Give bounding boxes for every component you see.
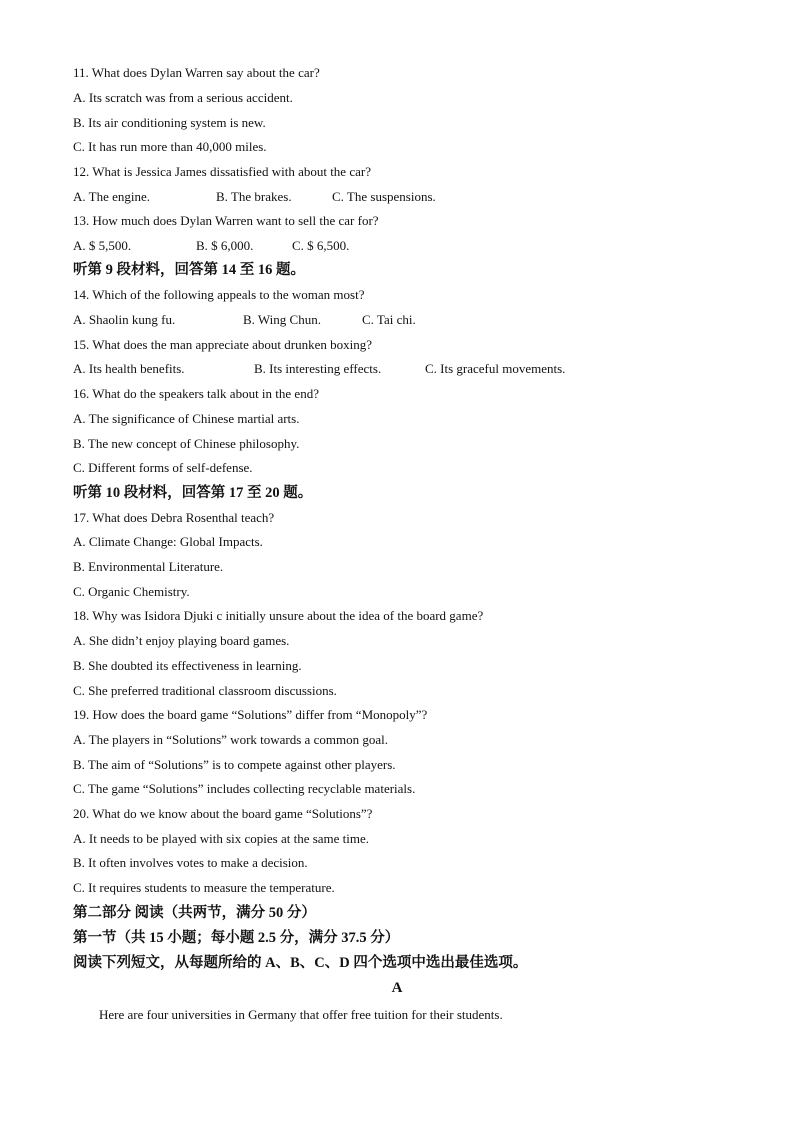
reading-instruction: 阅读下列短文，从每题所给的 A、B、C、D 四个选项中选出最佳选项。 <box>73 955 528 971</box>
q17-option-b: B. Environmental Literature. <box>73 559 224 574</box>
question-16: 16. What do the speakers talk about in the end? <box>73 386 319 401</box>
q12-options-row <box>73 188 436 206</box>
q13-option-a: A. $ 5,500. <box>73 238 132 253</box>
q14-option-b: B. Wing Chun. <box>243 312 321 327</box>
q18-option-c: C. She preferred traditional classroom discussions. <box>73 683 337 698</box>
q14-option-c: C. Tai chi. <box>362 312 416 327</box>
q19-option-c: C. The game “Solutions” includes collecting recyclable materials. <box>73 781 416 796</box>
question-15: 15. What does the man appreciate about drunken boxing? <box>73 337 373 352</box>
question-12: 12. What is Jessica James dissatisfied with about the car? <box>73 164 371 179</box>
q15-option-a: A. Its health benefits. <box>73 361 185 376</box>
q11-option-a: A. Its scratch was from a serious accident. <box>73 90 293 105</box>
passage-label: A <box>391 980 403 996</box>
q18-option-a: A. She didn’t enjoy playing board games. <box>73 633 290 648</box>
q13-option-c: C. $ 6,500. <box>292 238 350 253</box>
section-9-heading: 听第 9 段材料，回答第 14 至 16 题。 <box>73 262 305 278</box>
q20-option-b: B. It often involves votes to make a decision. <box>73 855 308 870</box>
q11-option-b: B. Its air conditioning system is new. <box>73 115 266 130</box>
q15-option-c: C. Its graceful movements. <box>425 361 566 376</box>
question-13: 13. How much does Dylan Warren want to sell the car for? <box>73 213 379 228</box>
part-2-heading: 第二部分 阅读（共两节，满分 50 分） <box>73 905 316 921</box>
passage-intro: Here are four universities in Germany that offer free tuition for their students. <box>99 1007 503 1022</box>
question-20: 20. What do we know about the board game “Solutions”? <box>73 806 373 821</box>
section-1-heading: 第一节（共 15 小题；每小题 2.5 分，满分 37.5 分） <box>73 930 400 946</box>
q19-option-b: B. The aim of “Solutions” is to compete against other players. <box>73 757 396 772</box>
q14-option-a: A. Shaolin kung fu. <box>73 312 176 327</box>
q16-option-c: C. Different forms of self-defense. <box>73 460 253 475</box>
q15-option-b: B. Its interesting effects. <box>254 361 382 376</box>
q19-option-a: A. The players in “Solutions” work towards a common goal. <box>73 732 388 747</box>
question-17: 17. What does Debra Rosenthal teach? <box>73 510 275 525</box>
q14-options-row <box>73 311 416 329</box>
q16-option-a: A. The significance of Chinese martial arts. <box>73 411 300 426</box>
q17-option-a: A. Climate Change: Global Impacts. <box>73 534 263 549</box>
q13-options-row <box>73 237 349 255</box>
q16-option-b: B. The new concept of Chinese philosophy. <box>73 436 300 451</box>
question-19: 19. How does the board game “Solutions” differ from “Monopoly”? <box>73 707 428 722</box>
question-14: 14. Which of the following appeals to the woman most? <box>73 287 365 302</box>
q18-option-b: B. She doubted its effectiveness in learning. <box>73 658 302 673</box>
q12-option-a: A. The engine. <box>73 189 151 204</box>
q12-option-c: C. The suspensions. <box>332 189 436 204</box>
section-10-heading: 听第 10 段材料，回答第 17 至 20 题。 <box>73 485 313 501</box>
q13-option-b: B. $ 6,000. <box>196 238 254 253</box>
q20-option-c: C. It requires students to measure the temperature. <box>73 880 335 895</box>
q20-option-a: A. It needs to be played with six copies at the same time. <box>73 831 370 846</box>
q17-option-c: C. Organic Chemistry. <box>73 584 190 599</box>
q15-options-row <box>73 360 565 378</box>
question-11: 11. What does Dylan Warren say about the car? <box>73 65 320 80</box>
q12-option-b: B. The brakes. <box>216 189 292 204</box>
q11-option-c: C. It has run more than 40,000 miles. <box>73 139 267 154</box>
question-18: 18. Why was Isidora Djuki c initially unsure about the idea of the board game? <box>73 608 484 623</box>
